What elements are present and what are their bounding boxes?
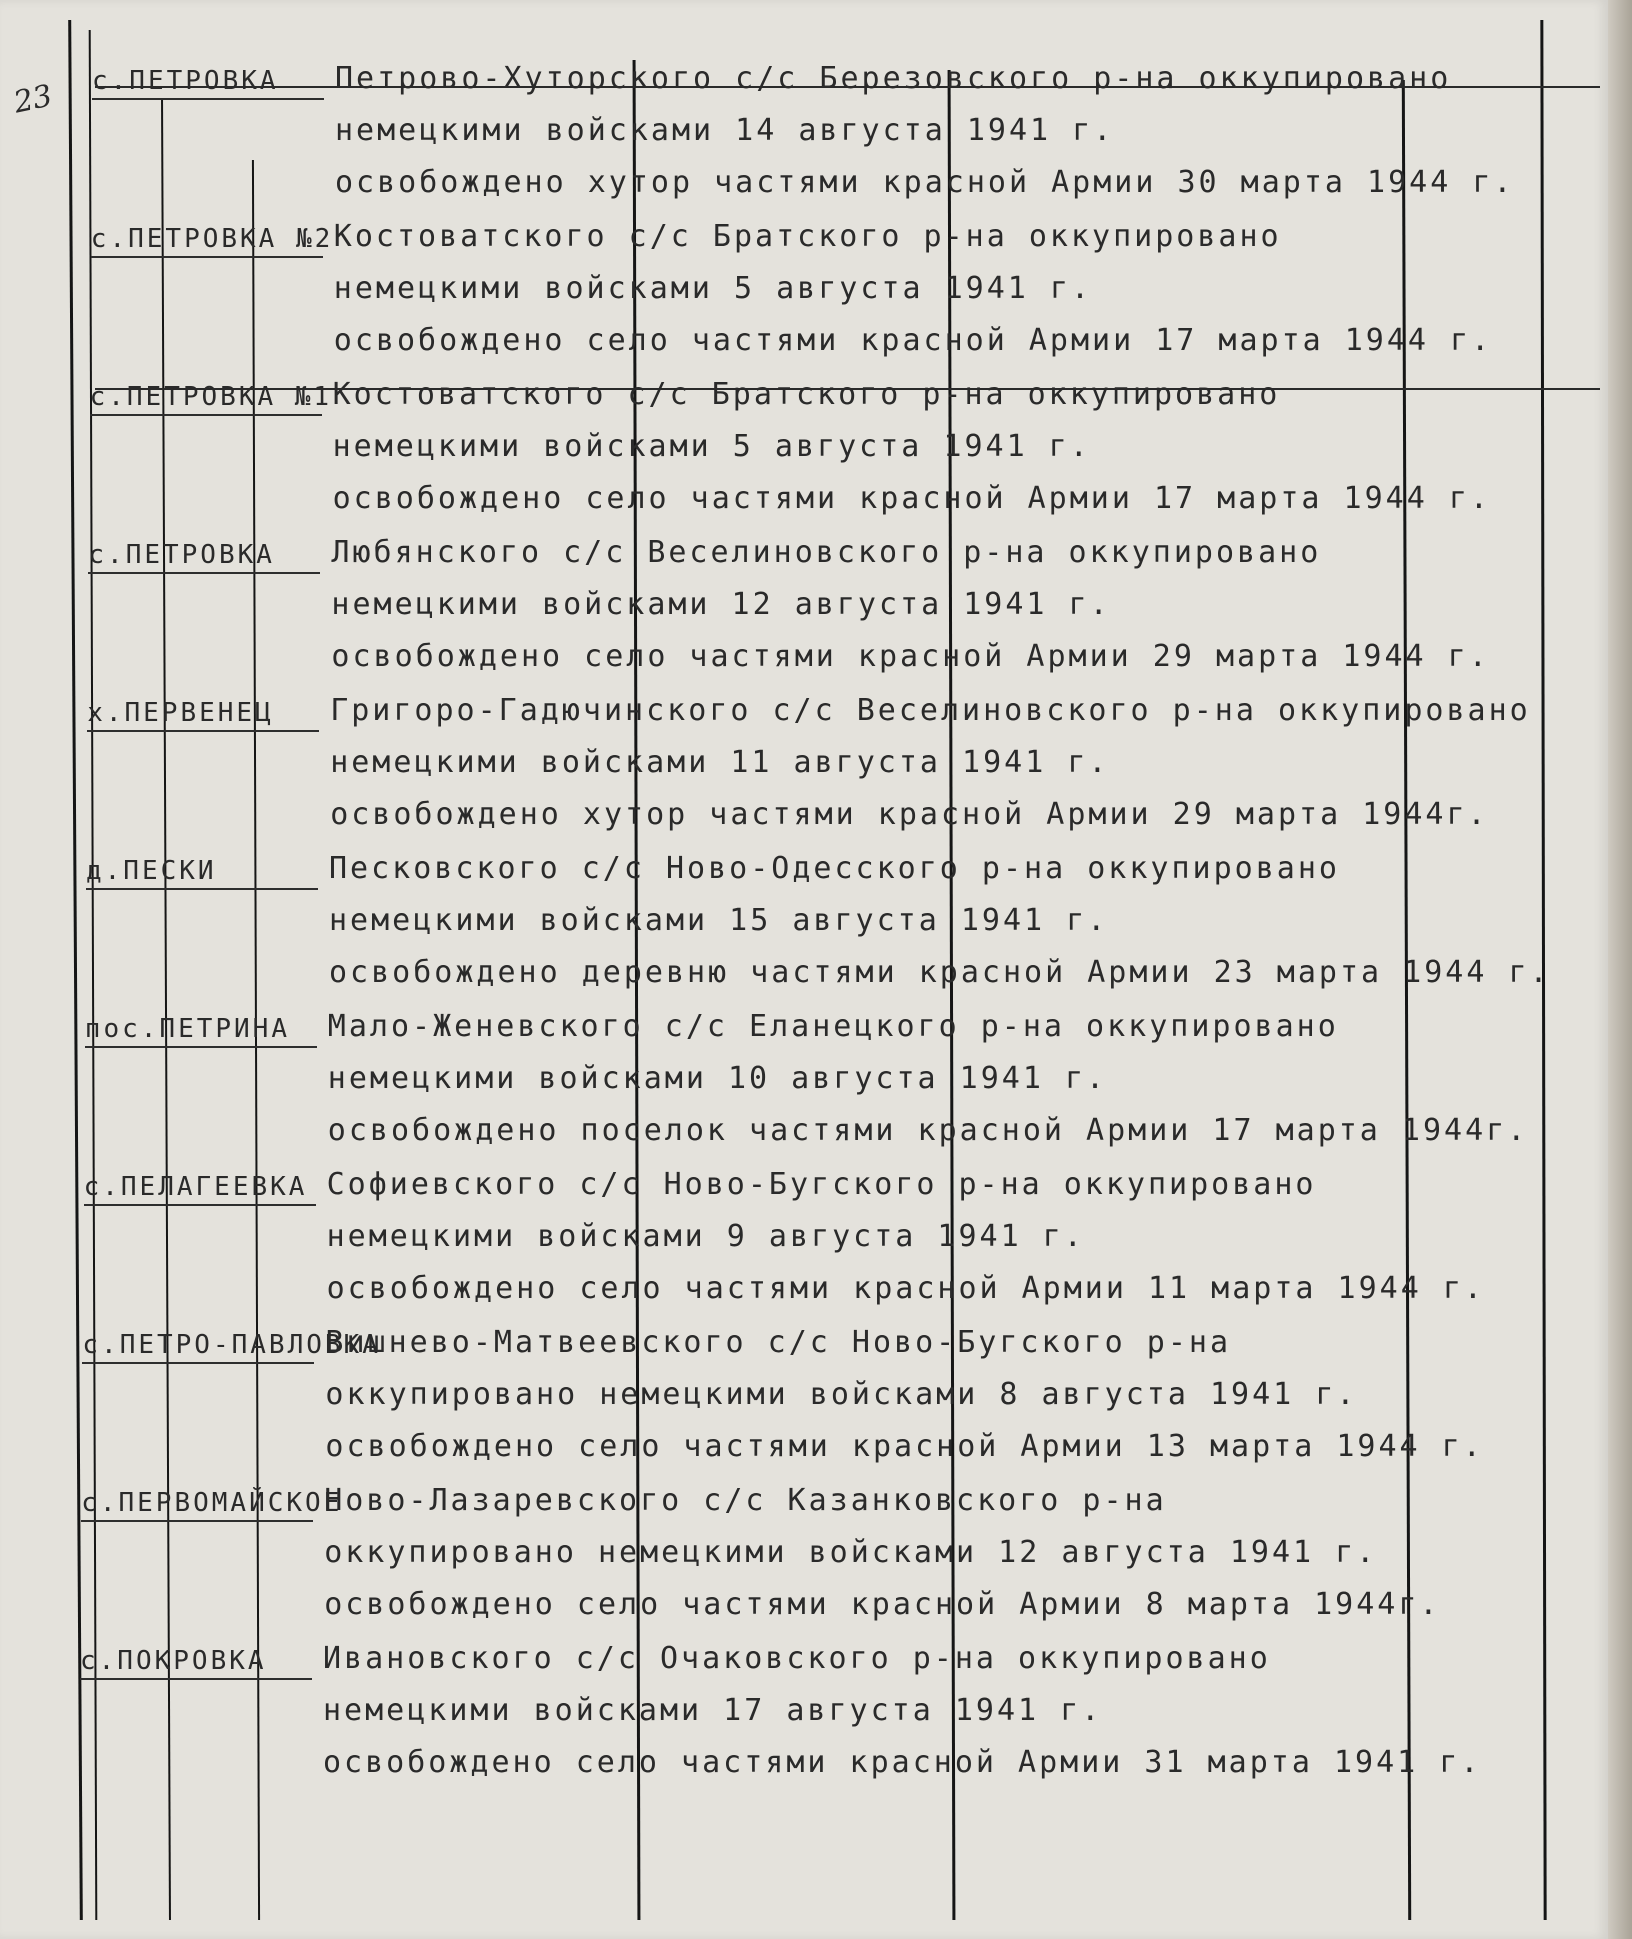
entry-line: немецкими войсками 14 августа 1941 г. [335,113,1115,148]
entry-name-underline [91,256,323,258]
entry-line: Петрово-Хуторского с/с Березовского р-на оккупировано [335,61,1452,96]
entry-name: с.ПЕЛАГЕЕВКА [83,1172,308,1202]
entry-name: с.ПЕТРОВКА [92,66,279,96]
entry-line: Вишнево-Матвеевского с/с Ново-Бугского р-на [325,1325,1232,1360]
entry-line: освобождено село частями красной Армии 17 марта 1944 г. [332,481,1491,516]
entry-name: х.ПЕРВЕНЕЦ [87,698,274,728]
entry-line: немецкими войсками 5 августа 1941 г. [333,271,1093,306]
entry-line: немецкими войсками 15 августа 1941 г. [329,903,1109,938]
entry-line: Софиевского с/с Ново-Бугского р-на оккупировано [326,1167,1317,1202]
entry-line: Костоватского с/с Братского р-на оккупировано [333,219,1282,254]
entry-name: д.ПЕСКИ [86,856,217,886]
entry-line: освобождено село частями красной Армии 11 марта 1944 г. [326,1271,1485,1306]
entry-line: освобождено село частями красной Армии 8 марта 1944г. [324,1587,1441,1622]
entry-name: с.ПЕТРОВКА [88,540,275,570]
page-number: 23 [10,78,56,121]
entry-line: освобождено село частями красной Армии 29 марта 1944 г. [331,639,1490,674]
entry-line: немецкими войсками 11 августа 1941 г. [330,745,1110,780]
entry-line: оккупировано немецкими войсками 8 августа 1941 г. [325,1377,1358,1412]
entry-name-underline [88,572,320,574]
entry-name-underline [90,414,322,416]
entry-name-underline [80,1678,312,1680]
entry-line: Песковского с/с Ново-Одесского р-на оккупировано [329,851,1340,886]
entry-name-underline [81,1520,313,1522]
entry-line: немецкими войсками 17 августа 1941 г. [323,1693,1103,1728]
entry-line: Григоро-Гадючинского с/с Веселиновского р-на оккупировано [330,693,1531,728]
column-rule [68,20,83,1920]
entry-line: немецкими войсками 9 августа 1941 г. [326,1219,1085,1254]
entry-name: с.ПЕТРОВКА №2 [90,224,334,254]
entry-name: с.ПЕТРО-ПАВЛОВКА [82,1330,381,1360]
entry-line: Ивановского с/с Очаковского р-на оккупировано [323,1641,1271,1676]
entry-line: Любянского с/с Веселиновского р-на оккупировано [331,535,1322,570]
entry-line: освобождено поселок частями красной Армии 17 марта 1944г. [327,1113,1529,1148]
entry-line: немецкими войсками 12 августа 1941 г. [331,587,1111,622]
entry-line: немецкими войсками 5 августа 1941 г. [332,429,1091,464]
entry-line: Костоватского с/с Братского р-на оккупировано [332,377,1281,412]
entry-line: освобождено хутор частями красной Армии 29 марта 1944г. [330,797,1489,832]
entry-name: с.ПЕТРОВКА №1 [89,382,333,412]
entry-name-underline [84,1204,316,1206]
entry-line: оккупировано немецкими войсками 12 августа 1941 г. [324,1535,1378,1570]
entry-line: Ново-Лазаревского с/с Казанковского р-на [324,1483,1167,1518]
entry-name-underline [86,888,318,890]
entry-name: с.ПОКРОВКА [80,1646,267,1676]
page-edge [1608,0,1632,1939]
entry-line: освобождено село частями красной Армии 17 марта 1944 г. [333,323,1493,358]
entry-name: пос.ПЕТРИНА [84,1014,290,1044]
entry-line: немецкими войсками 10 августа 1941 г. [327,1061,1108,1096]
entry-line: Мало-Женевского с/с Еланецкого р-на оккупировано [327,1009,1339,1044]
entry-line: освобождено село частями красной Армии 31 марта 1941 г. [323,1745,1482,1780]
entry-name-underline [87,730,319,732]
entry-name-underline [85,1046,317,1048]
entry-name-underline [92,98,324,100]
entry-line: освобождено деревню частями красной Армии 23 марта 1944 г. [329,955,1551,990]
entry-name: с.ПЕРВОМАЙСКОЕ [81,1488,343,1518]
entry-line: освобождено село частями красной Армии 13 марта 1944 г. [325,1429,1484,1464]
entry-line: освобождено хутор частями красной Армии 30 марта 1944 г. [335,165,1515,200]
column-rule [89,30,98,1920]
entry-name-underline [82,1362,314,1364]
